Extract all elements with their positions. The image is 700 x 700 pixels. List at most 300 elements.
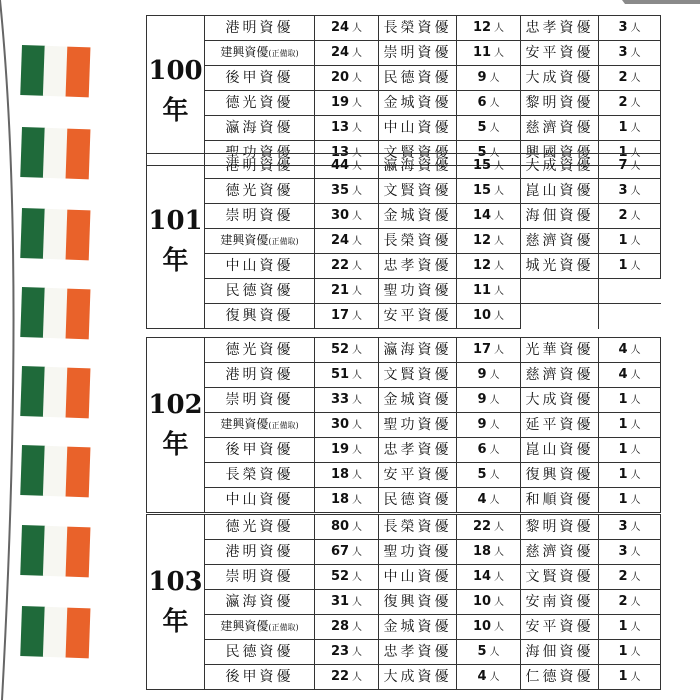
class-name bbox=[205, 615, 315, 640]
count-number: 1 bbox=[618, 492, 628, 507]
year-number: 103 bbox=[148, 567, 203, 597]
student-count bbox=[315, 254, 379, 279]
table-row bbox=[147, 154, 661, 179]
student-count bbox=[315, 338, 379, 363]
count-number: 5 bbox=[477, 644, 487, 659]
student-count bbox=[599, 463, 661, 488]
count-number: 28 bbox=[330, 619, 350, 634]
class-name-text: 中山資優 bbox=[383, 569, 452, 585]
empty-cell bbox=[599, 279, 661, 304]
count-unit: 人 bbox=[352, 395, 363, 406]
class-name-text: 長榮資優 bbox=[383, 233, 452, 249]
student-count bbox=[599, 204, 661, 229]
count-unit: 人 bbox=[494, 161, 505, 172]
class-name-text: 金城資優 bbox=[383, 619, 452, 635]
student-count bbox=[457, 91, 521, 116]
class-name bbox=[521, 41, 599, 66]
class-name-text: 忠孝資優 bbox=[383, 644, 452, 660]
student-count bbox=[315, 640, 379, 665]
count-unit: 人 bbox=[352, 148, 363, 159]
count-number: 9 bbox=[477, 367, 487, 382]
count-unit: 人 bbox=[494, 311, 505, 322]
class-name-text: 崑山資優 bbox=[525, 442, 594, 458]
count-number: 17 bbox=[330, 308, 350, 323]
count-unit: 人 bbox=[489, 98, 500, 109]
student-count bbox=[457, 488, 521, 513]
student-count bbox=[315, 413, 379, 438]
class-name-text: 長榮資優 bbox=[383, 20, 452, 36]
table-row bbox=[147, 204, 661, 229]
class-name-text: 建興資優 bbox=[220, 233, 269, 247]
student-count bbox=[599, 116, 661, 141]
count-unit: 人 bbox=[630, 23, 641, 34]
year-number: 101 bbox=[148, 206, 203, 236]
class-name bbox=[379, 363, 457, 388]
count-number: 13 bbox=[330, 145, 350, 160]
student-count bbox=[315, 463, 379, 488]
class-name bbox=[521, 254, 599, 279]
class-name bbox=[379, 66, 457, 91]
count-unit: 人 bbox=[630, 597, 641, 608]
student-count bbox=[457, 640, 521, 665]
class-name bbox=[379, 41, 457, 66]
count-unit: 人 bbox=[630, 161, 641, 172]
count-number: 12 bbox=[472, 20, 492, 35]
class-name bbox=[521, 91, 599, 116]
empty-cell bbox=[521, 279, 599, 304]
table-row bbox=[147, 254, 661, 279]
count-unit: 人 bbox=[630, 236, 641, 247]
class-name-text: 聖功資優 bbox=[225, 145, 294, 161]
count-unit: 人 bbox=[630, 48, 641, 59]
count-unit: 人 bbox=[352, 98, 363, 109]
count-number: 12 bbox=[472, 233, 492, 248]
count-number: 1 bbox=[618, 467, 628, 482]
count-number: 15 bbox=[472, 158, 492, 173]
class-name bbox=[379, 590, 457, 615]
student-count bbox=[599, 413, 661, 438]
class-name bbox=[205, 665, 315, 690]
student-count bbox=[457, 279, 521, 304]
count-unit: 人 bbox=[494, 547, 505, 558]
student-count bbox=[315, 665, 379, 690]
class-name-text: 德光資優 bbox=[225, 183, 294, 199]
class-name-text: 安南資優 bbox=[525, 594, 594, 610]
count-unit: 人 bbox=[352, 311, 363, 322]
count-unit: 人 bbox=[352, 547, 363, 558]
year-number: 102 bbox=[148, 390, 203, 420]
class-name-text: 德光資優 bbox=[225, 342, 294, 358]
student-count bbox=[457, 413, 521, 438]
count-number: 80 bbox=[330, 519, 350, 534]
count-unit: 人 bbox=[352, 123, 363, 134]
count-unit: 人 bbox=[630, 470, 641, 481]
student-count bbox=[599, 41, 661, 66]
class-note: (正備取) bbox=[268, 421, 299, 430]
table-row bbox=[147, 91, 661, 116]
student-count bbox=[315, 204, 379, 229]
table-row bbox=[147, 388, 661, 413]
class-name-text: 瀛海資優 bbox=[383, 342, 452, 358]
count-number: 1 bbox=[618, 233, 628, 248]
class-name-text: 安平資優 bbox=[525, 45, 594, 61]
student-count bbox=[457, 304, 521, 329]
count-number: 1 bbox=[618, 145, 628, 160]
student-count bbox=[315, 16, 379, 41]
class-name-text: 和順資優 bbox=[525, 492, 594, 508]
class-name-text: 忠孝資優 bbox=[525, 20, 594, 36]
class-name-text: 慈濟資優 bbox=[525, 233, 594, 249]
student-count bbox=[457, 615, 521, 640]
count-number: 1 bbox=[618, 258, 628, 273]
class-name bbox=[205, 41, 315, 66]
count-unit: 人 bbox=[352, 622, 363, 633]
student-count bbox=[457, 229, 521, 254]
student-count bbox=[457, 16, 521, 41]
class-name-text: 中山資優 bbox=[225, 258, 294, 274]
class-name bbox=[205, 229, 315, 254]
class-name bbox=[379, 413, 457, 438]
count-unit: 人 bbox=[630, 445, 641, 456]
student-count bbox=[599, 388, 661, 413]
student-count bbox=[457, 565, 521, 590]
class-name bbox=[521, 438, 599, 463]
count-unit: 人 bbox=[489, 148, 500, 159]
class-name-text: 民德資優 bbox=[225, 644, 294, 660]
class-name-text: 聖功資優 bbox=[383, 417, 452, 433]
student-count bbox=[457, 540, 521, 565]
student-count bbox=[457, 515, 521, 540]
class-name-text: 崇明資優 bbox=[225, 208, 294, 224]
table-row bbox=[147, 413, 661, 438]
student-count bbox=[457, 254, 521, 279]
count-unit: 人 bbox=[352, 522, 363, 533]
table-row bbox=[147, 463, 661, 488]
student-count bbox=[315, 304, 379, 329]
class-name-text: 安平資優 bbox=[525, 619, 594, 635]
class-name bbox=[379, 179, 457, 204]
count-number: 4 bbox=[618, 342, 628, 357]
flag-8 bbox=[20, 606, 90, 658]
count-number: 24 bbox=[330, 233, 350, 248]
class-note: (正備取) bbox=[268, 237, 299, 246]
count-number: 44 bbox=[330, 158, 350, 173]
class-name-text: 民德資優 bbox=[383, 492, 452, 508]
year-label bbox=[147, 154, 205, 329]
class-name bbox=[205, 304, 315, 329]
flag-5 bbox=[20, 366, 90, 418]
count-number: 2 bbox=[618, 594, 628, 609]
class-name bbox=[205, 254, 315, 279]
class-name-text: 延平資優 bbox=[525, 417, 594, 433]
count-unit: 人 bbox=[630, 186, 641, 197]
count-number: 4 bbox=[477, 492, 487, 507]
class-name bbox=[205, 154, 315, 179]
student-count bbox=[599, 488, 661, 513]
table-row bbox=[147, 116, 661, 141]
class-name-text: 城光資優 bbox=[525, 258, 594, 274]
count-unit: 人 bbox=[630, 420, 641, 431]
count-unit: 人 bbox=[352, 647, 363, 658]
class-name-text: 中山資優 bbox=[383, 120, 452, 136]
count-unit: 人 bbox=[352, 161, 363, 172]
class-name-text: 瀛海資優 bbox=[383, 158, 452, 174]
class-name bbox=[379, 16, 457, 41]
year-label bbox=[147, 16, 205, 166]
class-name bbox=[521, 413, 599, 438]
count-unit: 人 bbox=[352, 420, 363, 431]
flag-4 bbox=[20, 287, 90, 339]
count-number: 2 bbox=[618, 70, 628, 85]
count-unit: 人 bbox=[489, 445, 500, 456]
count-unit: 人 bbox=[489, 73, 500, 84]
table-row bbox=[147, 565, 661, 590]
class-name-text: 港明資優 bbox=[225, 20, 294, 36]
class-name bbox=[205, 91, 315, 116]
table-row bbox=[147, 615, 661, 640]
student-count bbox=[599, 438, 661, 463]
class-name bbox=[379, 540, 457, 565]
class-name-text: 仁德資優 bbox=[525, 669, 594, 685]
count-unit: 人 bbox=[352, 186, 363, 197]
count-number: 22 bbox=[330, 258, 350, 273]
empty-cell bbox=[599, 304, 661, 329]
count-unit: 人 bbox=[494, 48, 505, 59]
class-name-text: 港明資優 bbox=[225, 367, 294, 383]
student-count bbox=[457, 665, 521, 690]
class-name bbox=[521, 338, 599, 363]
count-unit: 人 bbox=[494, 622, 505, 633]
class-name bbox=[379, 154, 457, 179]
count-number: 1 bbox=[618, 442, 628, 457]
count-unit: 人 bbox=[489, 470, 500, 481]
student-count bbox=[315, 279, 379, 304]
count-number: 23 bbox=[330, 644, 350, 659]
class-name bbox=[379, 304, 457, 329]
class-name bbox=[379, 438, 457, 463]
class-name-text: 崇明資優 bbox=[225, 569, 294, 585]
class-name bbox=[379, 91, 457, 116]
class-name bbox=[205, 338, 315, 363]
count-unit: 人 bbox=[489, 495, 500, 506]
class-name bbox=[521, 363, 599, 388]
count-number: 12 bbox=[472, 258, 492, 273]
class-name-text: 安平資優 bbox=[383, 308, 452, 324]
class-name-text: 民德資優 bbox=[383, 70, 452, 86]
year-table-102 bbox=[146, 337, 661, 513]
count-number: 52 bbox=[330, 342, 350, 357]
class-name-text: 建興資優 bbox=[220, 45, 269, 59]
class-name-text: 光華資優 bbox=[525, 342, 594, 358]
student-count bbox=[315, 438, 379, 463]
garland-string bbox=[0, 0, 14, 700]
class-name bbox=[205, 279, 315, 304]
count-number: 4 bbox=[618, 367, 628, 382]
count-number: 51 bbox=[330, 367, 350, 382]
count-unit: 人 bbox=[630, 495, 641, 506]
empty-cell bbox=[521, 304, 599, 329]
count-number: 10 bbox=[472, 594, 492, 609]
class-name-text: 聖功資優 bbox=[383, 283, 452, 299]
count-number: 9 bbox=[477, 417, 487, 432]
flag-1 bbox=[20, 45, 90, 97]
class-name-text: 興國資優 bbox=[525, 145, 594, 161]
class-name bbox=[521, 116, 599, 141]
student-count bbox=[599, 640, 661, 665]
count-unit: 人 bbox=[630, 622, 641, 633]
class-name-text: 大成資優 bbox=[383, 669, 452, 685]
year-number: 100 bbox=[148, 55, 203, 86]
class-name bbox=[205, 540, 315, 565]
table-row bbox=[147, 41, 661, 66]
count-number: 18 bbox=[472, 544, 492, 559]
count-number: 5 bbox=[477, 467, 487, 482]
class-name-text: 聖功資優 bbox=[383, 544, 452, 560]
class-name-text: 長榮資優 bbox=[383, 519, 452, 535]
class-name bbox=[379, 279, 457, 304]
class-name bbox=[205, 16, 315, 41]
count-number: 1 bbox=[618, 619, 628, 634]
flag-6 bbox=[20, 445, 90, 497]
count-unit: 人 bbox=[494, 236, 505, 247]
count-unit: 人 bbox=[352, 470, 363, 481]
count-number: 11 bbox=[472, 45, 492, 60]
year-suffix: 年 bbox=[162, 607, 189, 637]
count-number: 1 bbox=[618, 417, 628, 432]
class-name bbox=[379, 254, 457, 279]
count-unit: 人 bbox=[489, 420, 500, 431]
class-name bbox=[521, 204, 599, 229]
count-unit: 人 bbox=[352, 495, 363, 506]
count-unit: 人 bbox=[630, 672, 641, 683]
student-count bbox=[315, 565, 379, 590]
class-name bbox=[521, 515, 599, 540]
student-count bbox=[457, 388, 521, 413]
count-number: 5 bbox=[477, 120, 487, 135]
student-count bbox=[457, 116, 521, 141]
table-row bbox=[147, 16, 661, 41]
count-unit: 人 bbox=[494, 597, 505, 608]
count-number: 10 bbox=[472, 308, 492, 323]
student-count bbox=[599, 254, 661, 279]
count-number: 30 bbox=[330, 208, 350, 223]
student-count bbox=[315, 590, 379, 615]
class-name-text: 民德資優 bbox=[225, 283, 294, 299]
class-name bbox=[205, 116, 315, 141]
student-count bbox=[457, 338, 521, 363]
class-name bbox=[379, 116, 457, 141]
count-number: 21 bbox=[330, 283, 350, 298]
count-unit: 人 bbox=[494, 522, 505, 533]
student-count bbox=[315, 515, 379, 540]
count-number: 1 bbox=[618, 669, 628, 684]
count-unit: 人 bbox=[630, 395, 641, 406]
count-unit: 人 bbox=[630, 345, 641, 356]
student-count bbox=[457, 179, 521, 204]
class-name-text: 慈濟資優 bbox=[525, 544, 594, 560]
student-count bbox=[599, 565, 661, 590]
class-name-text: 崑山資優 bbox=[525, 183, 594, 199]
count-unit: 人 bbox=[494, 261, 505, 272]
class-name bbox=[205, 488, 315, 513]
class-name-text: 海佃資優 bbox=[525, 208, 594, 224]
count-number: 2 bbox=[618, 208, 628, 223]
student-count bbox=[599, 229, 661, 254]
class-name-text: 大成資優 bbox=[525, 158, 594, 174]
table-row bbox=[147, 179, 661, 204]
class-name-text: 大成資優 bbox=[525, 392, 594, 408]
count-unit: 人 bbox=[494, 286, 505, 297]
class-name bbox=[521, 66, 599, 91]
class-name bbox=[205, 438, 315, 463]
class-name-text: 金城資優 bbox=[383, 392, 452, 408]
class-name bbox=[205, 413, 315, 438]
student-count bbox=[599, 66, 661, 91]
class-name bbox=[521, 179, 599, 204]
class-name-text: 文賢資優 bbox=[383, 183, 452, 199]
class-name-text: 慈濟資優 bbox=[525, 367, 594, 383]
class-name-text: 黎明資優 bbox=[525, 519, 594, 535]
table-row bbox=[147, 488, 661, 513]
student-count bbox=[315, 363, 379, 388]
table-row bbox=[147, 515, 661, 540]
flag-7 bbox=[20, 525, 90, 577]
class-name bbox=[379, 515, 457, 540]
class-name bbox=[379, 338, 457, 363]
flag-3 bbox=[20, 208, 90, 260]
student-count bbox=[315, 615, 379, 640]
student-count bbox=[599, 16, 661, 41]
class-name-text: 復興資優 bbox=[525, 467, 594, 483]
class-name bbox=[205, 204, 315, 229]
count-number: 3 bbox=[618, 183, 628, 198]
count-number: 3 bbox=[618, 544, 628, 559]
class-name bbox=[379, 565, 457, 590]
class-name-text: 德光資優 bbox=[225, 519, 294, 535]
class-note: (正備取) bbox=[268, 623, 299, 632]
class-name bbox=[205, 515, 315, 540]
count-number: 6 bbox=[477, 95, 487, 110]
student-count bbox=[599, 665, 661, 690]
count-unit: 人 bbox=[494, 211, 505, 222]
class-name bbox=[379, 615, 457, 640]
count-unit: 人 bbox=[489, 123, 500, 134]
count-unit: 人 bbox=[630, 261, 641, 272]
class-name-text: 金城資優 bbox=[383, 208, 452, 224]
class-name-text: 德光資優 bbox=[225, 95, 294, 111]
class-name-text: 長榮資優 bbox=[225, 467, 294, 483]
count-unit: 人 bbox=[630, 522, 641, 533]
table-row bbox=[147, 304, 661, 329]
student-count bbox=[315, 91, 379, 116]
student-count bbox=[457, 463, 521, 488]
class-name bbox=[379, 640, 457, 665]
count-number: 18 bbox=[330, 492, 350, 507]
class-name bbox=[379, 229, 457, 254]
class-name-text: 崇明資優 bbox=[383, 45, 452, 61]
count-unit: 人 bbox=[494, 23, 505, 34]
class-name-text: 文賢資優 bbox=[525, 569, 594, 585]
count-unit: 人 bbox=[352, 48, 363, 59]
class-name bbox=[379, 665, 457, 690]
student-count bbox=[457, 66, 521, 91]
year-label bbox=[147, 338, 205, 513]
class-name bbox=[205, 640, 315, 665]
class-name bbox=[521, 16, 599, 41]
class-name bbox=[521, 488, 599, 513]
class-name-text: 後甲資優 bbox=[225, 70, 294, 86]
count-number: 9 bbox=[477, 70, 487, 85]
